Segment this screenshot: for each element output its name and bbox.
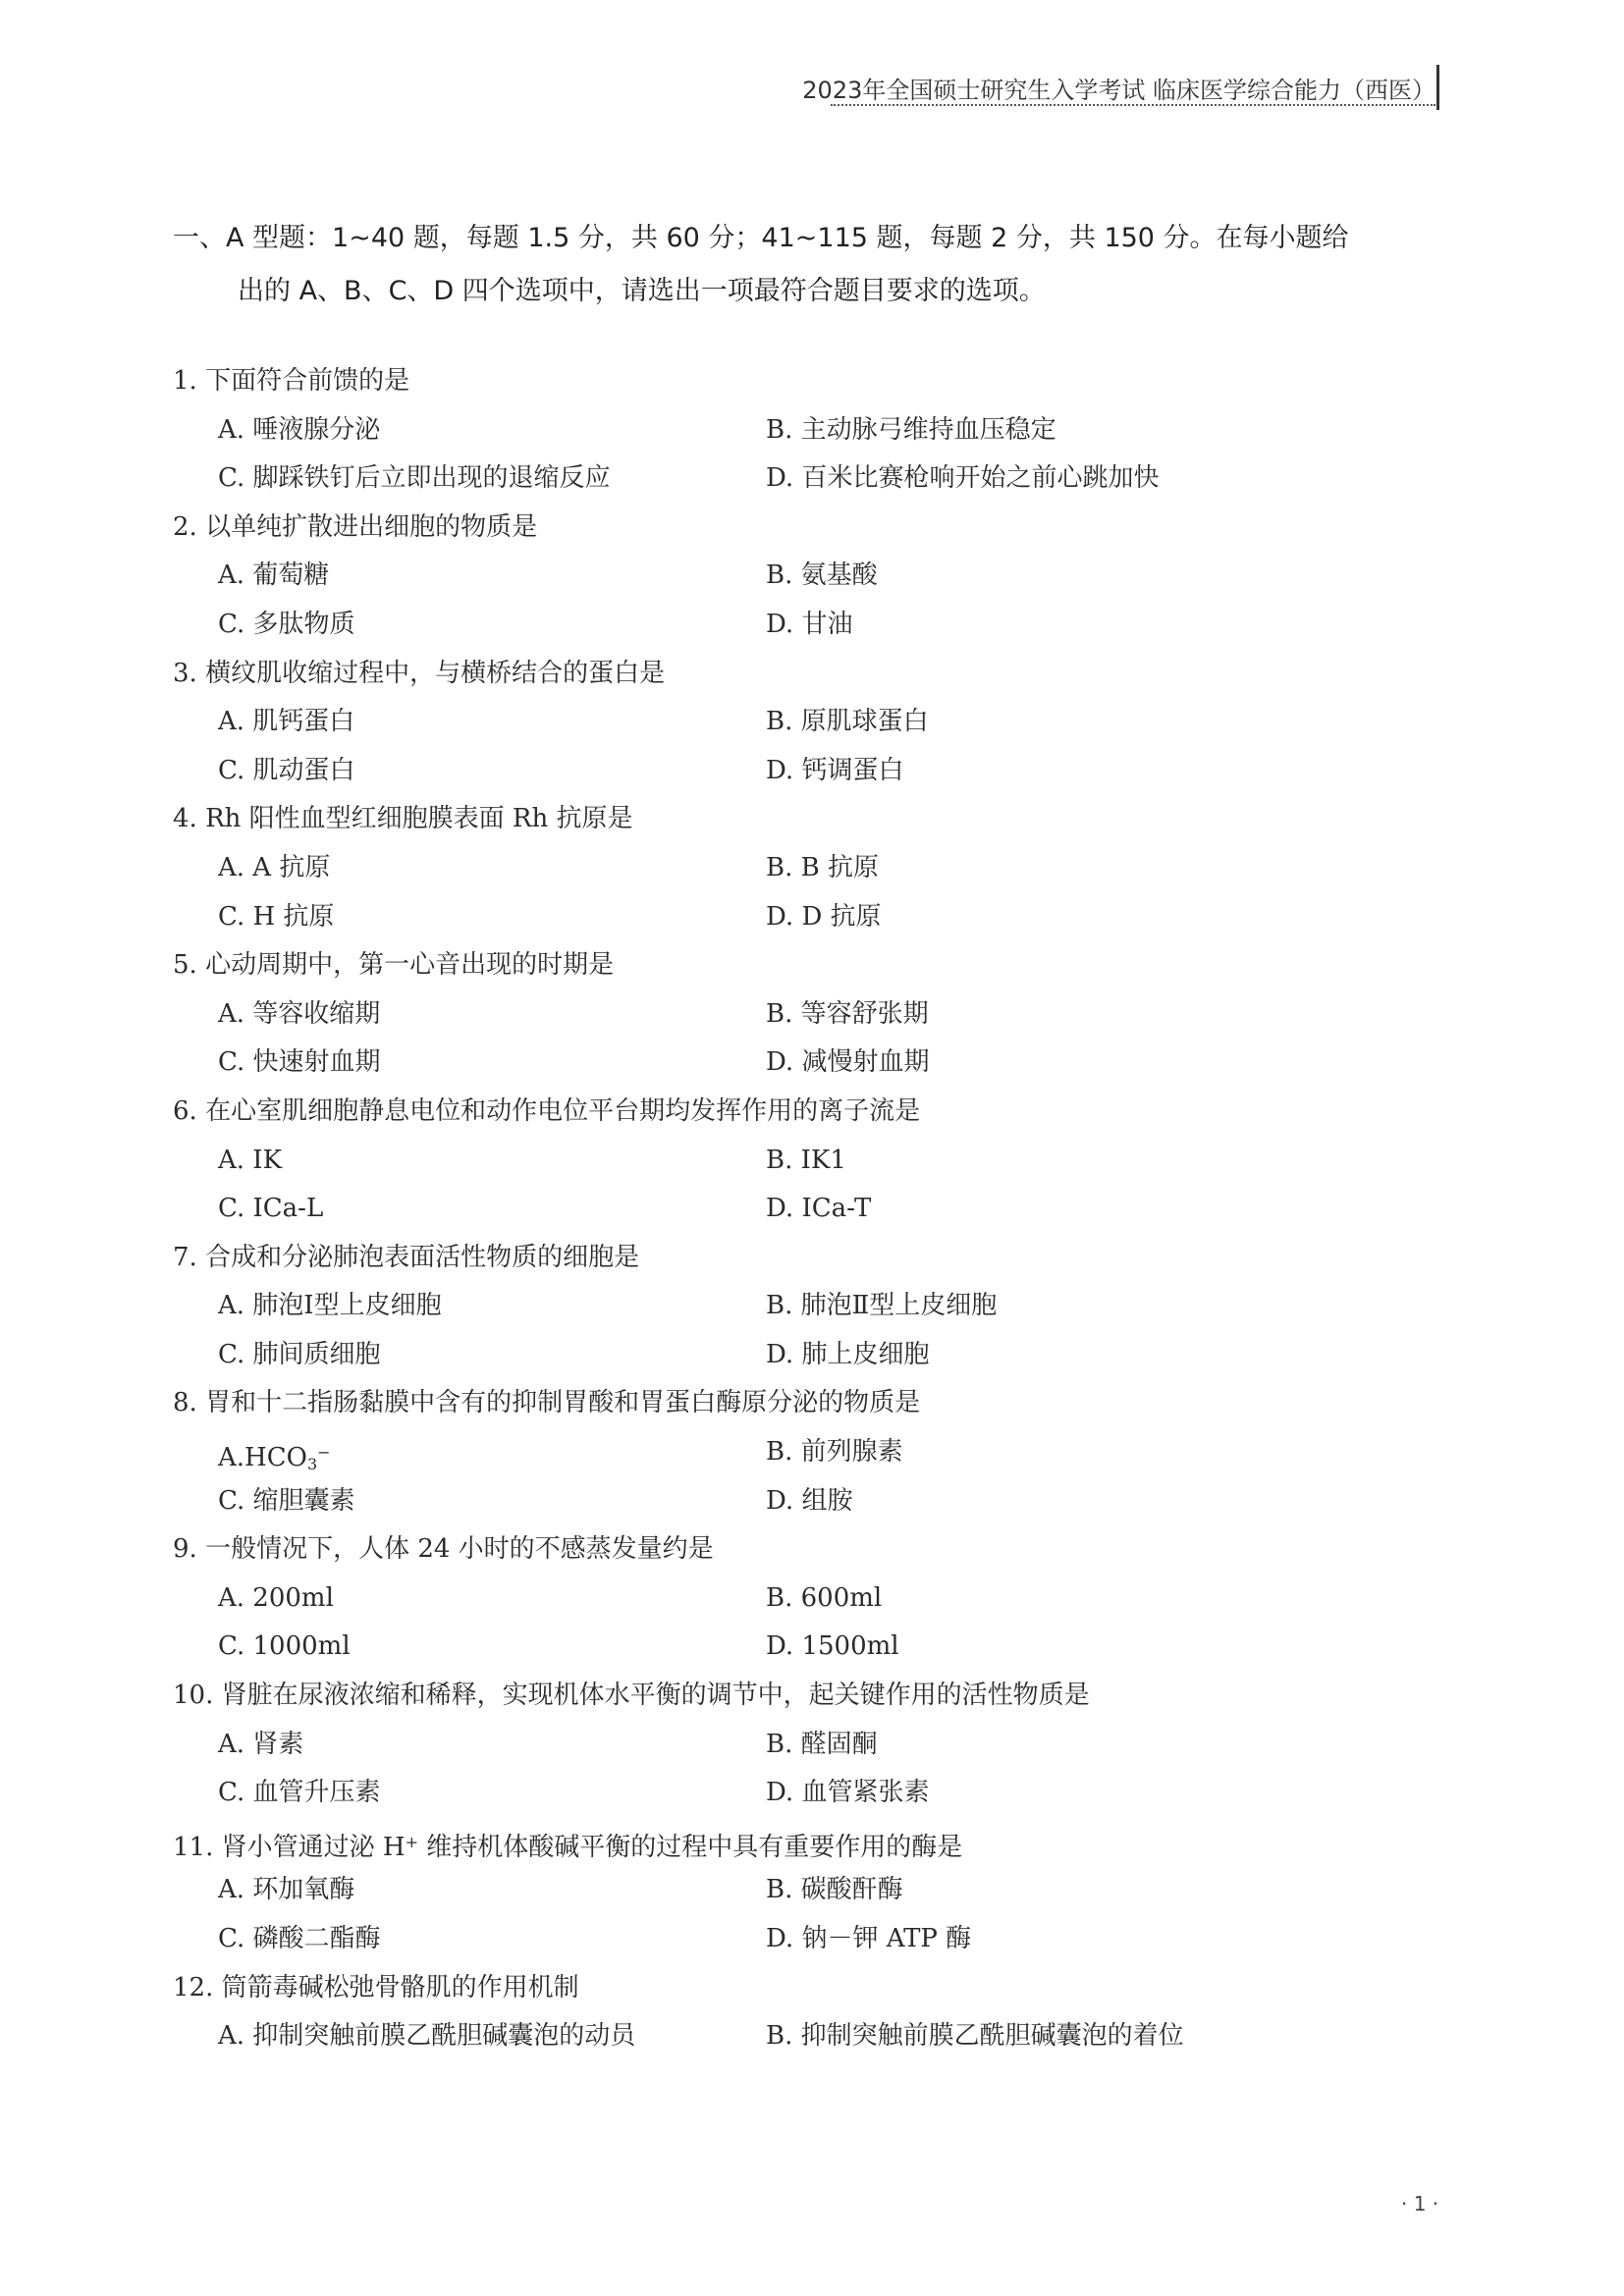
question-stem: 2. 以单纯扩散进出细胞的物质是 (173, 511, 538, 542)
option-a: A. 等容收缩期 (218, 998, 381, 1029)
option-d: D. 钙调蛋白 (766, 755, 904, 785)
question-4 (173, 795, 1439, 941)
option-b: B. 600ml (766, 1582, 883, 1613)
question-stem: 9. 一般情况下，人体 24 小时的不感蒸发量约是 (173, 1534, 714, 1565)
page-number: · 1 · (1401, 2192, 1439, 2216)
question-stem: 6. 在心室肌细胞静息电位和动作电位平台期均发挥作用的离子流是 (173, 1095, 921, 1126)
question-stem: 7. 合成和分泌肺泡表面活性物质的细胞是 (173, 1242, 640, 1272)
question-stem: 1. 下面符合前馈的是 (173, 366, 410, 396)
option-a: A. 肺泡Ⅰ型上皮细胞 (218, 1291, 442, 1321)
question-7 (173, 1234, 1439, 1380)
question-9 (173, 1525, 1439, 1672)
option-c: C. H 抗原 (218, 901, 335, 932)
option-b: B. 主动脉弓维持血压稳定 (766, 414, 1056, 445)
question-stem: 5. 心动周期中，第一心音出现的时期是 (173, 950, 615, 981)
option-b: B. 抑制突触前膜乙酰胆碱囊泡的着位 (766, 2021, 1184, 2052)
question-10 (173, 1672, 1439, 1818)
question-stem: 10. 肾脏在尿液浓缩和稀释，实现机体水平衡的调节中，起关键作用的活性物质是 (173, 1681, 1090, 1711)
option-a-text: A.HCO (218, 1443, 307, 1473)
option-d: D. 减慢射血期 (766, 1047, 930, 1078)
option-b: B. 原肌球蛋白 (766, 707, 929, 737)
option-d: D. 组胺 (766, 1485, 853, 1516)
option-c: C. 缩胆囊素 (218, 1485, 355, 1516)
question-6 (173, 1088, 1439, 1234)
subscript-3: 3 (306, 1455, 318, 1474)
instructions-line-2: 出的 A、B、C、D 四个选项中，请选出一项最符合题目要求的选项。 (238, 276, 1046, 306)
option-d: D. 血管紧张素 (766, 1778, 930, 1808)
option-c: C. 多肽物质 (218, 609, 355, 639)
question-stem: 4. Rh 阳性血型红细胞膜表面 Rh 抗原是 (173, 804, 633, 834)
instructions-line-1: 一、A 型题：1~40 题，每题 1.5 分，共 60 分；41~115 题，每题 2 分，共 150 分。在每小题给 (173, 223, 1349, 253)
option-b: B. 碳酸酐酶 (766, 1875, 903, 1905)
question-2 (173, 504, 1439, 650)
option-c: C. 肌动蛋白 (218, 755, 355, 785)
option-d: D. D 抗原 (766, 901, 882, 932)
option-d: D. 1500ml (766, 1631, 899, 1662)
option-b: B. 醛固酮 (766, 1729, 878, 1759)
option-d: D. 甘油 (766, 609, 853, 639)
stem-suffix: 维持机体酸碱平衡的过程中具有重要作用的酶是 (417, 1832, 963, 1862)
option-c: C. 血管升压素 (218, 1778, 381, 1808)
option-c: C. 脚踩铁钉后立即出现的退缩反应 (218, 463, 611, 494)
option-d: D. 钠－钾 ATP 酶 (766, 1924, 972, 1953)
option-b: B. 氨基酸 (766, 561, 878, 591)
option-a: A. 葡萄糖 (218, 561, 330, 591)
option-c: C. ICa-L (218, 1194, 324, 1224)
option-d: D. 百米比赛枪响开始之前心跳加快 (766, 463, 1160, 494)
option-a: A. 肾素 (218, 1729, 304, 1759)
option-d: D. 肺上皮细胞 (766, 1339, 930, 1369)
option-b: B. IK1 (766, 1145, 846, 1175)
option-a: A. 环加氧酶 (218, 1875, 355, 1905)
section-instructions (173, 212, 1439, 318)
option-a: A. A 抗原 (218, 852, 331, 882)
question-stem: 3. 横纹肌收缩过程中，与横桥结合的蛋白是 (173, 658, 666, 688)
question-11 (173, 1818, 1439, 1964)
stem-prefix: 11. 肾小管通过泌 H (173, 1832, 406, 1862)
option-a: A. 肌钙蛋白 (218, 707, 355, 737)
exam-header: 2023年全国硕士研究生入学考试 临床医学综合能力（西医） (802, 77, 1435, 104)
option-a: A. 200ml (218, 1582, 334, 1613)
option-a (173, 1428, 766, 1477)
option-b: B. 肺泡Ⅱ型上皮细胞 (766, 1291, 998, 1321)
header-divider (831, 104, 1435, 106)
question-5 (173, 941, 1439, 1088)
option-c: C. 磷酸二酯酶 (218, 1924, 381, 1953)
option-a: A. IK (218, 1145, 282, 1175)
superscript-plus: + (405, 1832, 418, 1851)
question-list (173, 357, 1439, 2061)
question-8 (173, 1379, 1439, 1525)
superscript-minus: − (317, 1443, 331, 1463)
question-1 (173, 357, 1439, 504)
option-c: C. 肺间质细胞 (218, 1339, 381, 1369)
option-a: A. 唾液腺分泌 (218, 414, 381, 445)
option-b: B. B 抗原 (766, 852, 880, 882)
question-stem (173, 1818, 1439, 1867)
option-b: B. 等容舒张期 (766, 998, 929, 1029)
option-c: C. 快速射血期 (218, 1047, 381, 1078)
option-b: B. 前列腺素 (766, 1437, 903, 1468)
question-3 (173, 650, 1439, 796)
question-stem: 12. 筒箭毒碱松弛骨骼肌的作用机制 (173, 1972, 579, 2002)
header-vertical-bar (1436, 65, 1439, 110)
question-12 (173, 1964, 1439, 2061)
question-stem: 8. 胃和十二指肠黏膜中含有的抑制胃酸和胃蛋白酶原分泌的物质是 (173, 1388, 921, 1418)
option-c: C. 1000ml (218, 1631, 351, 1662)
option-a: A. 抑制突触前膜乙酰胆碱囊泡的动员 (218, 2021, 636, 2052)
option-d: D. ICa-T (766, 1194, 872, 1224)
